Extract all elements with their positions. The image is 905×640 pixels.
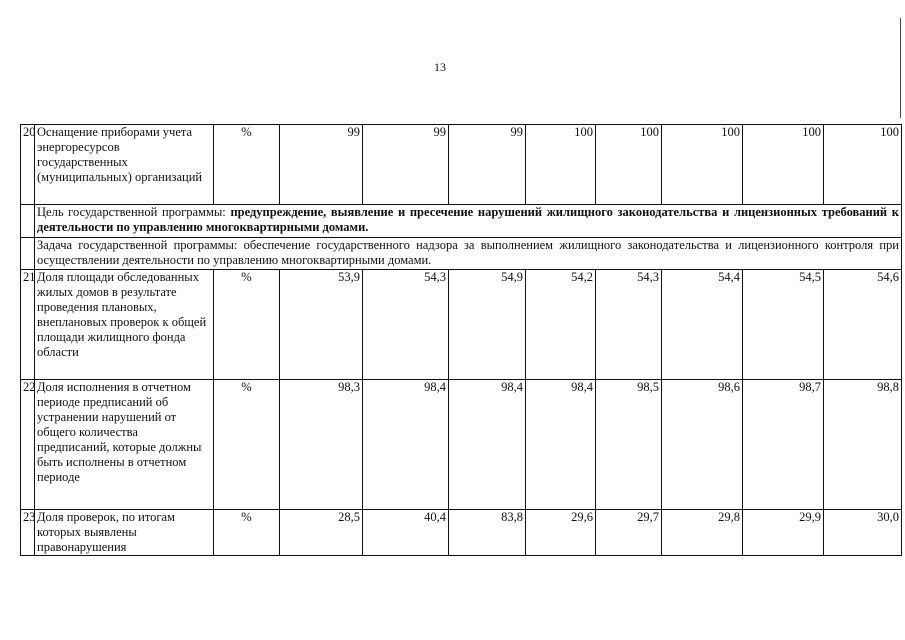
row-number: 21	[21, 270, 35, 380]
scan-edge-line	[900, 18, 901, 118]
indicator-value: 98,4	[526, 380, 596, 510]
indicator-value: 40,4	[363, 510, 449, 556]
task-prefix: Задача государственной программы:	[37, 238, 244, 252]
indicator-unit: %	[214, 270, 280, 380]
indicator-name: Доля проверок, по итогам которых выявлены правонарушения	[35, 510, 214, 556]
indicators-table	[20, 124, 902, 556]
indicator-value: 100	[662, 125, 743, 205]
goal-prefix: Цель государственной программы:	[37, 205, 231, 219]
indicator-value: 54,4	[662, 270, 743, 380]
task-text: обеспечение государственного надзора за выполнением жилищного законодательства и лицензионного контроля при осуществлении деятельности по управлению многоквартирными домами.	[37, 238, 899, 267]
task-row	[21, 238, 902, 270]
table-row	[21, 510, 902, 556]
indicator-value: 29,9	[743, 510, 824, 556]
indicator-name: Доля исполнения в отчетном периоде предписаний об устранении нарушений от общего количества предписаний, которые должны быть исполнены в отчетном периоде	[35, 380, 214, 510]
indicator-value: 54,9	[449, 270, 526, 380]
goal-row	[21, 205, 902, 238]
goal-text: предупреждение, выявление и пресечение нарушений жилищного законодательства и лицензионных требований к деятельности по управлению многоквартирными домами.	[37, 205, 899, 234]
indicator-value: 54,5	[743, 270, 824, 380]
indicator-value: 99	[363, 125, 449, 205]
indicator-name: Доля площади обследованных жилых домов в результате проведения плановых, внеплановых проверок к общей площади жилищного фонда области	[35, 270, 214, 380]
program-task	[35, 238, 902, 270]
indicator-value: 98,4	[363, 380, 449, 510]
table-row	[21, 125, 902, 205]
indicator-value: 29,7	[596, 510, 662, 556]
indicator-value: 54,3	[363, 270, 449, 380]
indicator-value: 29,6	[526, 510, 596, 556]
indicator-value: 28,5	[280, 510, 363, 556]
indicator-value: 54,3	[596, 270, 662, 380]
indicator-value: 30,0	[824, 510, 902, 556]
indicator-value: 83,8	[449, 510, 526, 556]
indicator-value: 98,8	[824, 380, 902, 510]
table-row	[21, 270, 902, 380]
indicator-value: 29,8	[662, 510, 743, 556]
indicator-value: 98,7	[743, 380, 824, 510]
table-row	[21, 380, 902, 510]
indicator-value: 100	[526, 125, 596, 205]
page-number: 13	[434, 60, 446, 74]
indicator-value: 54,2	[526, 270, 596, 380]
indicator-value: 53,9	[280, 270, 363, 380]
indicator-unit: %	[214, 510, 280, 556]
indicator-value: 100	[824, 125, 902, 205]
indicator-value: 98,3	[280, 380, 363, 510]
program-goal	[35, 205, 902, 238]
indicator-value: 100	[596, 125, 662, 205]
row-number: 22	[21, 380, 35, 510]
indicator-unit: %	[214, 380, 280, 510]
indicator-value: 54,6	[824, 270, 902, 380]
row-number: 23	[21, 510, 35, 556]
indicator-value: 99	[449, 125, 526, 205]
indicator-value: 100	[743, 125, 824, 205]
indicator-value: 99	[280, 125, 363, 205]
indicator-value: 98,6	[662, 380, 743, 510]
row-number: 20	[21, 125, 35, 205]
indicator-unit: %	[214, 125, 280, 205]
indicator-value: 98,5	[596, 380, 662, 510]
indicator-value: 98,4	[449, 380, 526, 510]
indicator-name: Оснащение приборами учета энергоресурсов государственных (муниципальных) организаций	[35, 125, 214, 205]
